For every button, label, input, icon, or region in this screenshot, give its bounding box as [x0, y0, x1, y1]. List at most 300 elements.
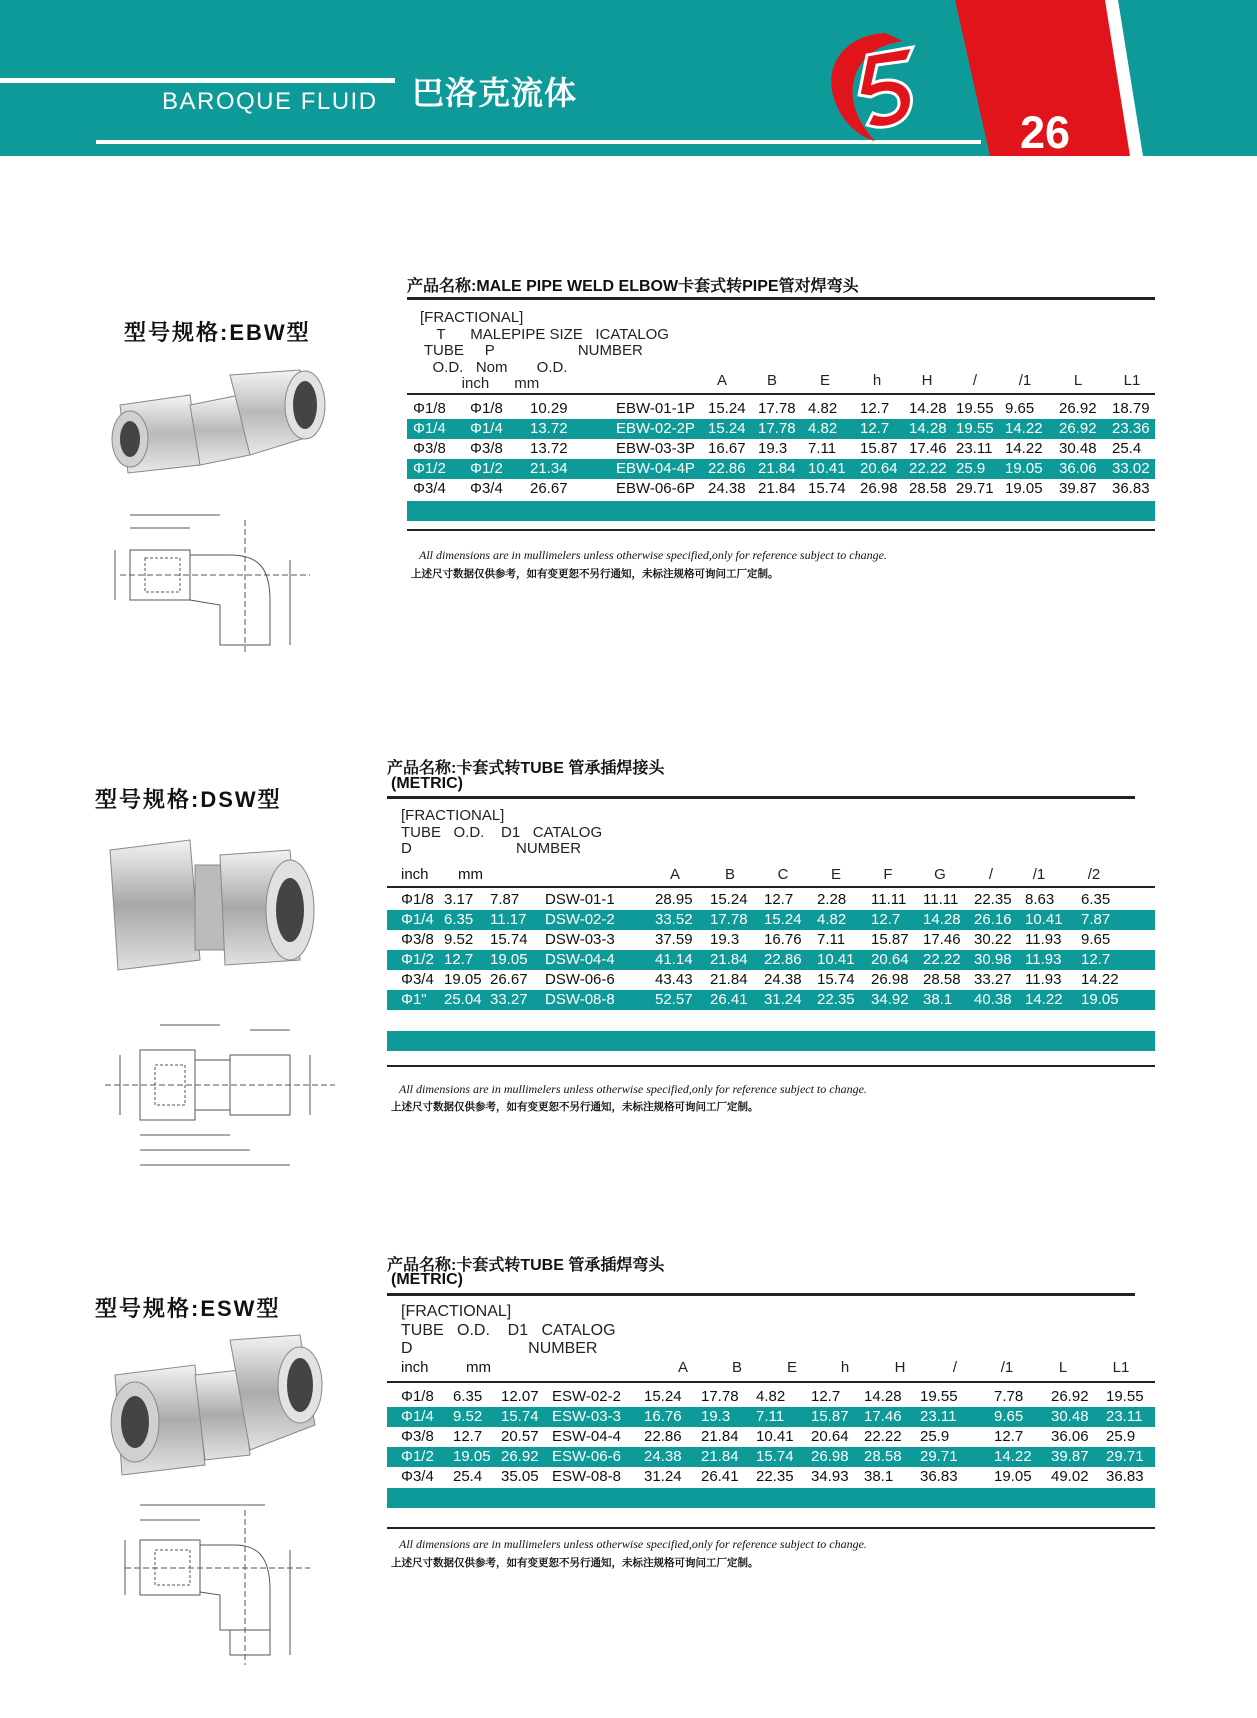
table-cell: 2.28 [817, 891, 847, 908]
table-cell: 12.7 [860, 400, 890, 417]
table-cell: 22.86 [708, 459, 758, 479]
table-cell: 7.87 [490, 891, 520, 908]
table-cell: 20.64 [811, 1428, 849, 1445]
table-cell: 28.58 [923, 971, 961, 988]
table-cell: 18.79 [1112, 400, 1150, 417]
table-cell: 14.22 [1005, 440, 1043, 457]
table-cell: 38.1 [864, 1468, 894, 1485]
row-padding [387, 890, 401, 910]
table-header-block-dsw: [FRACTIONAL] TUBE O.D. D1 CATALOG D NUMBER [401, 807, 603, 857]
table-cell: 35.05 [501, 1468, 539, 1485]
company-logo-icon [815, 25, 925, 143]
table-cell: 7.11 [756, 1407, 811, 1427]
col-header: /2 [1087, 866, 1101, 883]
table-cell: 10.41 [817, 950, 871, 970]
table-cell: 26.92 [1059, 419, 1112, 439]
table-cell: Φ1/2 [470, 459, 530, 479]
col-header: H [894, 1359, 906, 1376]
product-subtitle-esw: (METRIC) [391, 1271, 463, 1288]
column-header-row-esw [387, 1359, 1155, 1379]
table-cell: 22.35 [817, 990, 871, 1010]
table-cell: 4.82 [756, 1388, 786, 1405]
table-cell: 16.76 [764, 931, 802, 948]
table-cell: Φ3/4 [401, 971, 434, 988]
table-cell: 28.58 [909, 480, 947, 497]
note-rule-ebw [407, 529, 1155, 531]
row-padding [387, 950, 401, 970]
table-cell: 12.7 [764, 891, 794, 908]
col-header: h [872, 372, 882, 389]
table-header-block-ebw: [FRACTIONAL] T MALEPIPE SIZE ICATALOG TUBE P NUMBER O.D. Nom O.D. inch mm [420, 309, 669, 392]
table-cell: 26.98 [811, 1447, 864, 1467]
col-header: / [972, 372, 978, 389]
table-cell: Φ1/4 [470, 419, 530, 439]
col-header: B [731, 1359, 742, 1376]
table-cell: 19.55 [920, 1388, 958, 1405]
col-header: / [952, 1359, 958, 1376]
table-cell: 15.87 [811, 1407, 864, 1427]
table-cell: 19.05 [994, 1468, 1032, 1485]
table-cell: 15.24 [710, 891, 748, 908]
table-cell: 6.35 [453, 1388, 483, 1405]
table-cell: 9.65 [1005, 400, 1035, 417]
table-cell: 4.82 [808, 419, 860, 439]
table-cell: 4.82 [817, 910, 871, 930]
table-cell: EBW-02-2P [616, 419, 708, 439]
table-row [387, 1407, 1155, 1427]
table-cell: 21.84 [701, 1428, 739, 1445]
product-photo-dsw [100, 830, 320, 990]
table-cell: 13.72 [530, 440, 568, 457]
table-cell: 14.28 [923, 910, 974, 930]
table-cell: 12.7 [1081, 950, 1155, 970]
table-cell: 16.67 [708, 440, 746, 457]
table-cell: 14.28 [864, 1388, 902, 1405]
col-header: E [830, 866, 841, 883]
table-cell: 33.02 [1112, 459, 1155, 479]
table-cell: 11.93 [1025, 950, 1081, 970]
table-cell: 31.24 [644, 1468, 682, 1485]
table-cell: 10.41 [756, 1428, 794, 1445]
table-cell: 15.74 [817, 971, 855, 988]
title-rule-ebw [407, 297, 1155, 300]
table-cell: 20.57 [501, 1428, 539, 1445]
note-rule-esw [387, 1527, 1155, 1529]
technical-drawing-ebw [110, 510, 320, 660]
table-cell: 7.87 [1081, 910, 1155, 930]
table-cell: Φ1/8 [401, 891, 434, 908]
col-header: A [677, 1359, 688, 1376]
table-cell: 36.06 [1051, 1428, 1089, 1445]
table-cell: 21.84 [710, 971, 748, 988]
table-row [407, 439, 1155, 459]
table-cell: 15.87 [871, 931, 909, 948]
table-cell: 19.05 [1081, 990, 1155, 1010]
table-cell: 21.84 [758, 480, 796, 497]
table-cell: 9.65 [1081, 931, 1111, 948]
table-cell: 12.7 [994, 1428, 1024, 1445]
table-row [407, 459, 1155, 479]
col-header: B [766, 372, 777, 389]
row-padding [387, 1427, 401, 1447]
col-header: L1 [1123, 372, 1141, 389]
table-cell: 39.87 [1051, 1447, 1106, 1467]
table-cell: 26.67 [530, 480, 568, 497]
table-cell: 33.27 [974, 971, 1012, 988]
table-cell: DSW-06-6 [545, 971, 615, 988]
technical-drawing-esw [120, 1500, 320, 1670]
table-cell: ESW-02-2 [552, 1388, 621, 1405]
table-cell: 19.3 [701, 1407, 756, 1427]
table-cell: 19.05 [490, 950, 545, 970]
table-cell: 23.36 [1112, 419, 1155, 439]
unit-label: inch [401, 866, 429, 883]
table-cell: 26.98 [860, 480, 898, 497]
table-cell: 7.78 [994, 1388, 1024, 1405]
header-rule-ebw [407, 393, 1155, 395]
table-cell: 24.38 [708, 480, 746, 497]
table-cell: 19.3 [758, 440, 788, 457]
title-rule-esw [387, 1293, 1135, 1296]
table-cell: 30.48 [1059, 440, 1097, 457]
table-cell: 26.41 [710, 990, 764, 1010]
table-cell: 36.83 [920, 1468, 958, 1485]
table-cell: 26.92 [1051, 1388, 1089, 1405]
table-cell: 11.93 [1025, 931, 1062, 948]
table-cell: DSW-04-4 [545, 950, 655, 970]
table-cell: 30.22 [974, 931, 1012, 948]
table-cell: 17.78 [758, 400, 796, 417]
header-rule-dsw [387, 886, 1155, 888]
table-cell: 12.7 [453, 1428, 483, 1445]
table-cell: 52.57 [655, 990, 710, 1010]
table-cell: 43.43 [655, 971, 693, 988]
page-header [0, 0, 1257, 156]
table-cell: 3.17 [444, 891, 474, 908]
table-cell: 9.52 [444, 931, 474, 948]
col-header: G [934, 866, 946, 883]
model-label-esw: 型号规格:ESW型 [95, 1296, 281, 1321]
table-cell: EBW-04-4P [616, 459, 708, 479]
col-header: L [1058, 1359, 1068, 1376]
row-padding [387, 970, 401, 990]
table-cell: 14.22 [1005, 419, 1059, 439]
table-cell: 15.24 [708, 400, 746, 417]
table-cell: 30.48 [1051, 1407, 1106, 1427]
table-cell: 12.7 [444, 950, 490, 970]
col-header: /1 [1032, 866, 1046, 883]
table-cell: DSW-01-1 [545, 891, 615, 908]
table-footer-bar-ebw [407, 501, 1155, 521]
table-cell: 15.24 [764, 910, 817, 930]
table-cell: 40.38 [974, 990, 1025, 1010]
table-row [387, 950, 1155, 970]
table-cell: 36.83 [1106, 1468, 1144, 1485]
table-cell: 31.24 [764, 990, 817, 1010]
table-cell: 14.28 [909, 400, 947, 417]
spec-table-dsw [387, 890, 1155, 1010]
unit-label: mm [466, 1359, 491, 1376]
table-cell: 41.14 [655, 950, 710, 970]
table-cell: 6.35 [1081, 891, 1111, 908]
column-header-row-ebw [407, 372, 1155, 392]
col-header: h [840, 1359, 850, 1376]
product-title-dsw: 产品名称:卡套式转TUBE 管承插焊接头 [387, 760, 665, 777]
table-cell: 7.11 [817, 931, 846, 948]
table-cell: EBW-03-3P [616, 440, 695, 457]
table-cell: 9.65 [994, 1407, 1051, 1427]
table-cell: 17.46 [923, 931, 961, 948]
table-cell: EBW-01-1P [616, 400, 695, 417]
table-cell: 25.9 [1106, 1428, 1136, 1445]
table-cell: 22.22 [909, 459, 956, 479]
table-cell: 28.95 [655, 891, 693, 908]
col-header: L1 [1112, 1359, 1130, 1376]
table-cell: 19.05 [444, 971, 482, 988]
product-title-esw: 产品名称:卡套式转TUBE 管承插焊弯头 [387, 1257, 665, 1274]
product-title-ebw: 产品名称:MALE PIPE WELD ELBOW卡套式转PIPE管对焊弯头 [407, 278, 859, 295]
row-padding [387, 990, 401, 1010]
table-row [387, 890, 1155, 910]
table-cell: 37.59 [655, 931, 693, 948]
table-cell: 23.11 [956, 440, 993, 457]
col-header: E [786, 1359, 797, 1376]
table-cell: 25.9 [920, 1428, 950, 1445]
table-cell: 24.38 [764, 971, 802, 988]
table-cell: 39.87 [1059, 480, 1097, 497]
table-cell: 15.24 [644, 1388, 682, 1405]
row-padding [387, 1407, 401, 1427]
table-cell: 10.29 [530, 400, 568, 417]
table-cell: 36.06 [1059, 459, 1112, 479]
table-cell: 11.11 [871, 891, 907, 908]
table-cell: Φ3/4 [413, 480, 446, 497]
table-cell: 12.7 [811, 1388, 841, 1405]
table-cell: Φ3/8 [470, 440, 503, 457]
table-row [387, 990, 1155, 1010]
table-cell: ESW-08-8 [552, 1468, 621, 1485]
table-cell: 14.28 [909, 419, 956, 439]
technical-drawing-dsw [100, 1010, 340, 1170]
table-cell: Φ3/4 [401, 1468, 434, 1485]
table-cell: 15.74 [756, 1447, 811, 1467]
table-cell: 15.24 [708, 419, 758, 439]
column-header-row-dsw [387, 866, 1155, 886]
col-header: E [819, 372, 830, 389]
table-cell: EBW-06-6P [616, 480, 695, 497]
header-rule-esw [387, 1381, 1155, 1383]
col-header: A [716, 372, 727, 389]
model-label-dsw: 型号规格:DSW型 [95, 787, 282, 812]
note-cn-ebw: 上述尺寸数据仅供参考，如有变更恕不另行通知，未标注规格可询问工厂定制。 [411, 568, 779, 580]
col-header: H [921, 372, 933, 389]
table-cell: 23.11 [920, 1407, 994, 1427]
table-cell: ESW-03-3 [552, 1407, 644, 1427]
table-cell: 8.63 [1025, 891, 1055, 908]
table-row [387, 1387, 1155, 1407]
table-cell: 17.46 [864, 1407, 920, 1427]
table-cell: 17.78 [758, 419, 808, 439]
title-rule-dsw [387, 796, 1135, 799]
table-cell: 11.17 [490, 910, 545, 930]
table-cell: Φ1/2 [401, 1447, 453, 1467]
table-cell: 29.71 [920, 1447, 994, 1467]
table-cell: 24.38 [644, 1447, 701, 1467]
table-row [407, 479, 1155, 499]
table-cell: Φ1/2 [413, 459, 470, 479]
table-cell: Φ3/8 [401, 1428, 434, 1445]
brand-name-en: BAROQUE FLUID [162, 88, 378, 115]
note-en-dsw: All dimensions are in mullimelers unless otherwise specified,only for reference subject to change. [399, 1082, 867, 1096]
table-cell: 17.78 [710, 910, 764, 930]
table-cell: 19.55 [956, 400, 994, 417]
table-cell: Φ3/8 [401, 931, 434, 948]
table-cell: DSW-08-8 [545, 990, 655, 1010]
table-cell: 12.7 [860, 419, 909, 439]
table-cell: ESW-06-6 [552, 1447, 644, 1467]
table-cell: 15.74 [808, 480, 846, 497]
table-cell: Φ1/8 [401, 1388, 434, 1405]
brand-name-cn: 巴洛克流体 [412, 75, 578, 111]
table-cell: 34.92 [871, 990, 923, 1010]
table-cell: 21.84 [710, 950, 764, 970]
row-padding [387, 1447, 401, 1467]
table-cell: 33.52 [655, 910, 710, 930]
table-row [387, 1427, 1155, 1447]
table-cell: 26.16 [974, 910, 1025, 930]
table-cell: 6.35 [444, 910, 490, 930]
table-cell: 34.93 [811, 1468, 849, 1485]
table-cell: 15.87 [860, 440, 898, 457]
table-cell: 36.83 [1112, 480, 1150, 497]
table-cell: 22.86 [644, 1428, 682, 1445]
table-cell: 14.22 [1081, 971, 1119, 988]
table-cell: 49.02 [1051, 1468, 1089, 1485]
table-cell: 15.74 [490, 931, 528, 948]
table-cell: 15.74 [501, 1407, 552, 1427]
table-cell: 9.52 [453, 1407, 501, 1427]
table-cell: Φ1" [401, 990, 444, 1010]
table-cell: 22.86 [764, 950, 817, 970]
table-cell: 25.4 [1112, 440, 1142, 457]
table-cell: DSW-03-3 [545, 931, 615, 948]
table-cell: 13.72 [530, 419, 616, 439]
table-cell: 29.71 [1106, 1447, 1155, 1467]
page-number: 26 [1020, 107, 1071, 156]
col-header: L [1073, 372, 1083, 389]
table-cell: 11.93 [1025, 971, 1062, 988]
table-cell: 25.4 [453, 1468, 483, 1485]
row-padding [387, 1467, 401, 1487]
table-cell: Φ1/4 [401, 1407, 453, 1427]
table-cell: 21.84 [701, 1447, 756, 1467]
note-rule-dsw [387, 1065, 1155, 1067]
table-cell: 20.64 [860, 459, 909, 479]
table-cell: 26.98 [871, 971, 909, 988]
table-cell: Φ1/8 [470, 400, 503, 417]
table-cell: 29.71 [956, 480, 994, 497]
table-cell: 12.7 [871, 910, 923, 930]
table-row [407, 399, 1155, 419]
table-cell: 14.22 [1025, 990, 1081, 1010]
table-cell: 26.92 [501, 1447, 552, 1467]
spec-table-esw [387, 1387, 1155, 1487]
product-photo-ebw [100, 365, 340, 485]
col-header: /1 [1000, 1359, 1014, 1376]
table-cell: 23.11 [1106, 1407, 1155, 1427]
product-photo-esw [100, 1330, 330, 1480]
table-cell: 25.04 [444, 990, 490, 1010]
table-row [387, 930, 1155, 950]
note-cn-esw: 上述尺寸数据仅供参考，如有变更恕不另行通知，未标注规格可询问工厂定制。 [391, 1557, 759, 1569]
table-cell: 21.34 [530, 459, 616, 479]
table-cell: ESW-04-4 [552, 1428, 621, 1445]
table-cell: DSW-02-2 [545, 910, 655, 930]
table-cell: 30.98 [974, 950, 1025, 970]
table-cell: 25.9 [956, 459, 1005, 479]
table-row [387, 910, 1155, 930]
table-cell: 19.55 [956, 419, 1005, 439]
col-header: C [777, 866, 789, 883]
table-footer-bar-esw [387, 1488, 1155, 1508]
table-cell: 26.92 [1059, 400, 1097, 417]
table-cell: Φ1/4 [413, 419, 470, 439]
table-cell: 19.05 [453, 1447, 501, 1467]
table-cell: 22.35 [974, 891, 1012, 908]
table-cell: 16.76 [644, 1407, 701, 1427]
model-label-ebw: 型号规格:EBW型 [124, 320, 311, 345]
table-cell: 19.55 [1106, 1388, 1144, 1405]
table-cell: 22.35 [756, 1468, 794, 1485]
table-cell: 38.1 [923, 990, 974, 1010]
row-padding [387, 1387, 401, 1407]
table-cell: 11.11 [923, 891, 959, 908]
table-cell: 19.05 [1005, 459, 1059, 479]
table-cell: 33.27 [490, 990, 545, 1010]
table-cell: 10.41 [808, 459, 860, 479]
table-row [387, 970, 1155, 990]
spec-table-ebw [407, 399, 1155, 499]
table-footer-bar-dsw [387, 1031, 1155, 1051]
product-subtitle-dsw: (METRIC) [391, 775, 463, 792]
table-cell: Φ3/4 [470, 480, 503, 497]
col-header: / [988, 866, 994, 883]
table-cell: 21.84 [758, 459, 808, 479]
col-header: /1 [1018, 372, 1032, 389]
table-cell: Φ3/8 [413, 440, 446, 457]
table-cell: 26.41 [701, 1468, 739, 1485]
col-header: B [724, 866, 735, 883]
table-cell: 28.58 [864, 1447, 920, 1467]
table-header-block-esw: [FRACTIONAL] TUBE O.D. D1 CATALOG D NUMBER [401, 1303, 616, 1357]
table-cell: 20.64 [871, 950, 923, 970]
table-cell: 10.41 [1025, 910, 1081, 930]
table-cell: 7.11 [808, 440, 837, 457]
note-cn-dsw: 上述尺寸数据仅供参考，如有变更恕不另行通知，未标注规格可询问工厂定制。 [391, 1101, 759, 1113]
table-cell: Φ1/8 [413, 400, 446, 417]
table-cell: 19.05 [1005, 480, 1043, 497]
table-cell: 14.22 [994, 1447, 1051, 1467]
table-cell: Φ1/4 [401, 910, 444, 930]
table-row [387, 1467, 1155, 1487]
row-padding [387, 930, 401, 950]
col-header: F [883, 866, 893, 883]
table-cell: 26.67 [490, 971, 528, 988]
table-cell: 17.78 [701, 1388, 739, 1405]
table-cell: 19.3 [710, 931, 740, 948]
unit-label: mm [458, 866, 483, 883]
table-cell: 12.07 [501, 1388, 539, 1405]
